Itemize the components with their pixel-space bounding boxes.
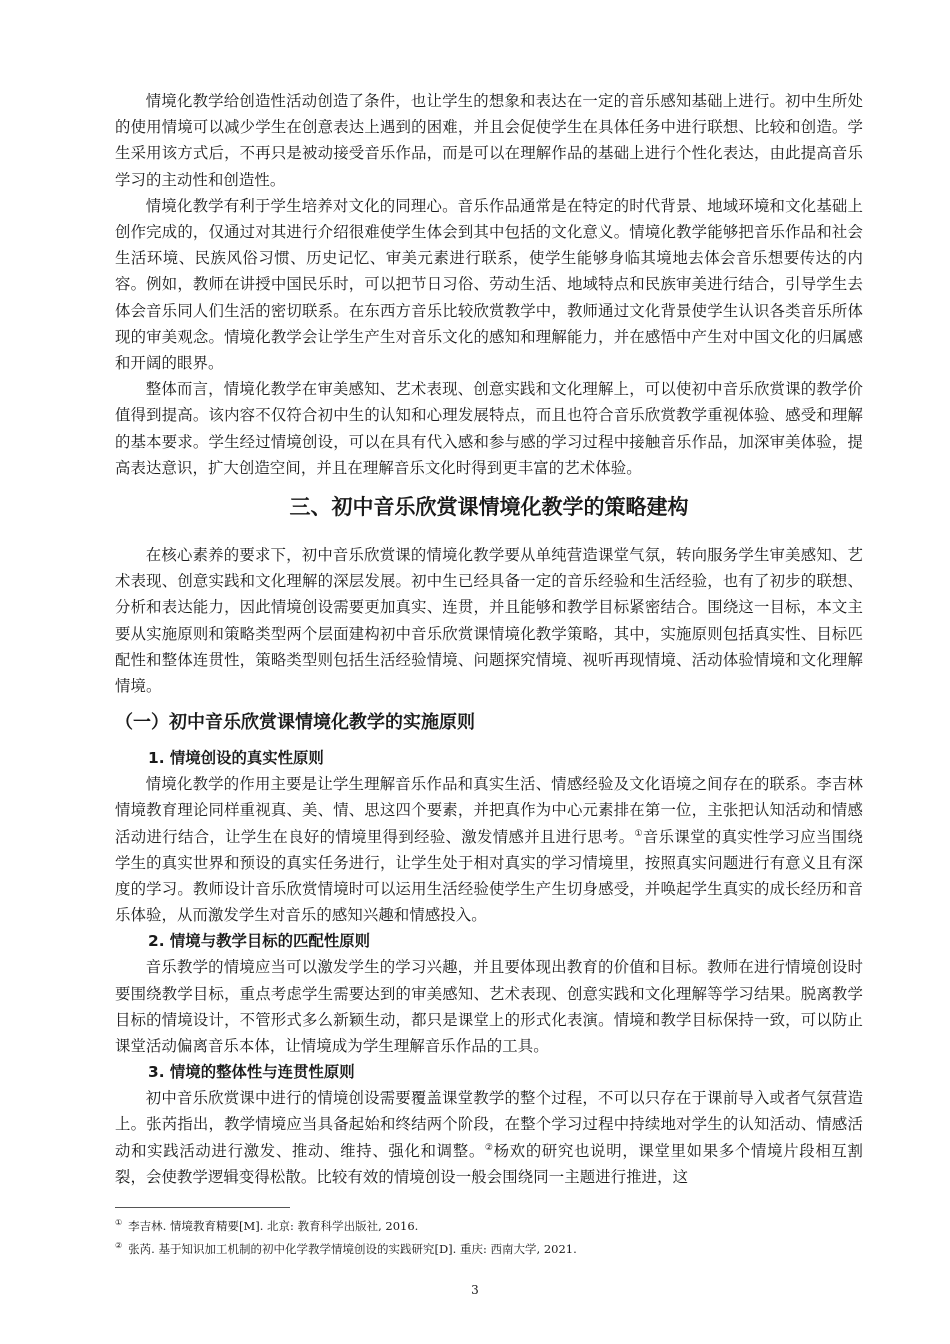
- footnotes: [115, 1213, 863, 1259]
- footnote-mark-1: ①: [634, 828, 643, 839]
- page-number: 3: [471, 1283, 479, 1297]
- footnote-divider: [115, 1207, 290, 1208]
- paragraph-coherence: [115, 1085, 863, 1190]
- subsection-title: （一）初中音乐欣赏课情境化教学的实施原则: [115, 712, 475, 734]
- paragraph-coherence-part1: 初中音乐欣赏课中进行的情境创设需要覆盖课堂教学的整个过程，不可以只存在于课前导入或者气氛营造上。张芮指出，教学情境应当具备起始和终结两个阶段，在整个学习过程中持续地对学生的认知活动、情感活动和实践活动进行激发、推动、维持、强化和调整。: [115, 1089, 863, 1160]
- section-title: 三、初中音乐欣赏课情境化教学的策略建构: [289, 495, 689, 519]
- paragraph-summary: 整体而言，情境化教学在审美感知、艺术表现、创意实践和文化理解上，可以使初中音乐欣赏课的教学价值得到提高。该内容不仅符合初中生的认知和心理发展特点，而且也符合音乐欣赏教学重视体验、感受和理解的基本要求。学生经过情境创设，可以在具有代入感和参与感的学习过程中接触音乐作品，加深审美体验，提高表达意识，扩大创造空间，并且在理解音乐文化时得到更丰富的艺术体验。: [115, 380, 863, 477]
- body-text-bottom: [115, 542, 863, 1190]
- paragraph-authenticity: [115, 771, 863, 928]
- paragraph-authenticity-part1: 情境化教学的作用主要是让学生理解音乐作品和真实生活、情感经验及文化语境之间存在的联系。李吉林情境教育理论同样重视真、美、情、思这四个要素，并把真作为中心元素排在第一位，主张把认知活动和情感活动进行结合，让学生在良好的情境里得到经验、激发情感并且进行思考。: [115, 775, 863, 846]
- principle-heading-goal-match: 2. 情境与教学目标的匹配性原则: [148, 932, 370, 951]
- body-text-top: [115, 88, 863, 481]
- principle-heading-coherence: 3. 情境的整体性与连贯性原则: [148, 1063, 355, 1082]
- paragraph-authenticity-part2: 音乐课堂的真实性学习应当围绕学生的真实世界和预设的真实任务进行，让学生处于相对真实的学习情境里，按照真实问题进行有意义且有深度的学习。教师设计音乐欣赏情境时可以运用生活经验使学生产生切身感受，并唤起学生真实的成长经历和音乐体验，从而激发学生对音乐的感知兴趣和情感投入。: [115, 827, 863, 925]
- footnote-2: [115, 1236, 863, 1259]
- paragraph-goal-match: 音乐教学的情境应当可以激发学生的学习兴趣，并且要体现出教育的价值和目标。教师在进行情境创设时要围绕教学目标，重点考虑学生需要达到的审美感知、艺术表现、创意实践和文化理解等学习结果。脱离教学目标的情境设计，不管形式多么新颖生动，都只是课堂上的形式化表演。情境和教学目标保持一致，可以防止课堂活动偏离音乐本体，让情境成为学生理解音乐作品的工具。: [115, 958, 863, 1056]
- footnote-2-text: 张芮. 基于知识加工机制的初中化学教学情境创设的实践研究[D]. 重庆: 西南大学, 2021.: [128, 1241, 577, 1256]
- paragraph-culture: 情境化教学有利于学生培养对文化的同理心。音乐作品通常是在特定的时代背景、地域环境和文化基础上创作完成的，仅通过对其进行介绍很难使学生体会到其中包括的文化意义。情境化教学能够把音乐作品和社会生活环境、民族风俗习惯、历史记忆、审美元素进行联系，使学生能够身临其境地去体会音乐想要传达的内容。例如，教师在讲授中国民乐时，可以把节日习俗、劳动生活、地域特点和民族审美进行结合，引导学生去体会音乐同人们生活的密切联系。在东西方音乐比较欣赏教学中，教师通过文化背景使学生认识各类音乐所体现的审美观念。情境化教学会让学生产生对音乐文化的感知和理解能力，并在感悟中产生对中国文化的归属感和开阔的眼界。: [115, 196, 863, 373]
- footnote-mark-2: ②: [484, 1142, 494, 1153]
- footnote-1: [115, 1213, 863, 1236]
- paragraph-intro: 在核心素养的要求下，初中音乐欣赏课的情境化教学要从单纯营造课堂气氛，转向服务学生审美感知、艺术表现、创意实践和文化理解的深层发展。初中生已经具备一定的音乐经验和生活经验，也有了初步的联想、分析和表达能力，因此情境创设需要更加真实、连贯，并且能够和教学目标紧密结合。围绕这一目标，本文主要从实施原则和策略类型两个层面建构初中音乐欣赏课情境化教学策略，其中，实施原则包括真实性、目标匹配性和整体连贯性，策略类型则包括生活经验情境、问题探究情境、视听再现情境、活动体验情境和文化理解情境。: [115, 546, 863, 696]
- paragraph-creativity: 情境化教学给创造性活动创造了条件，也让学生的想象和表达在一定的音乐感知基础上进行。初中生所处的使用情境可以减少学生在创意表达上遇到的困难，并且会促使学生在具体任务中进行联想、比较和创造。学生采用该方式后，不再只是被动接受音乐作品，而是可以在理解作品的基础上进行个性化表达，由此提高音乐学习的主动性和创造性。: [115, 92, 863, 189]
- footnote-2-mark: ②: [115, 1240, 123, 1250]
- paragraph-coherence-part2: 杨欢的研究也说明，课堂里如果多个情境片段相互割裂，会使教学逻辑变得松散。比较有效的情境创设一般会围绕同一主题进行推进，这: [115, 1141, 863, 1186]
- principle-heading-authenticity: 1. 情境创设的真实性原则: [148, 749, 324, 768]
- footnote-1-text: 李吉林. 情境教育精要[M]. 北京: 教育科学出版社, 2016.: [128, 1218, 419, 1233]
- footnote-1-mark: ①: [115, 1218, 123, 1227]
